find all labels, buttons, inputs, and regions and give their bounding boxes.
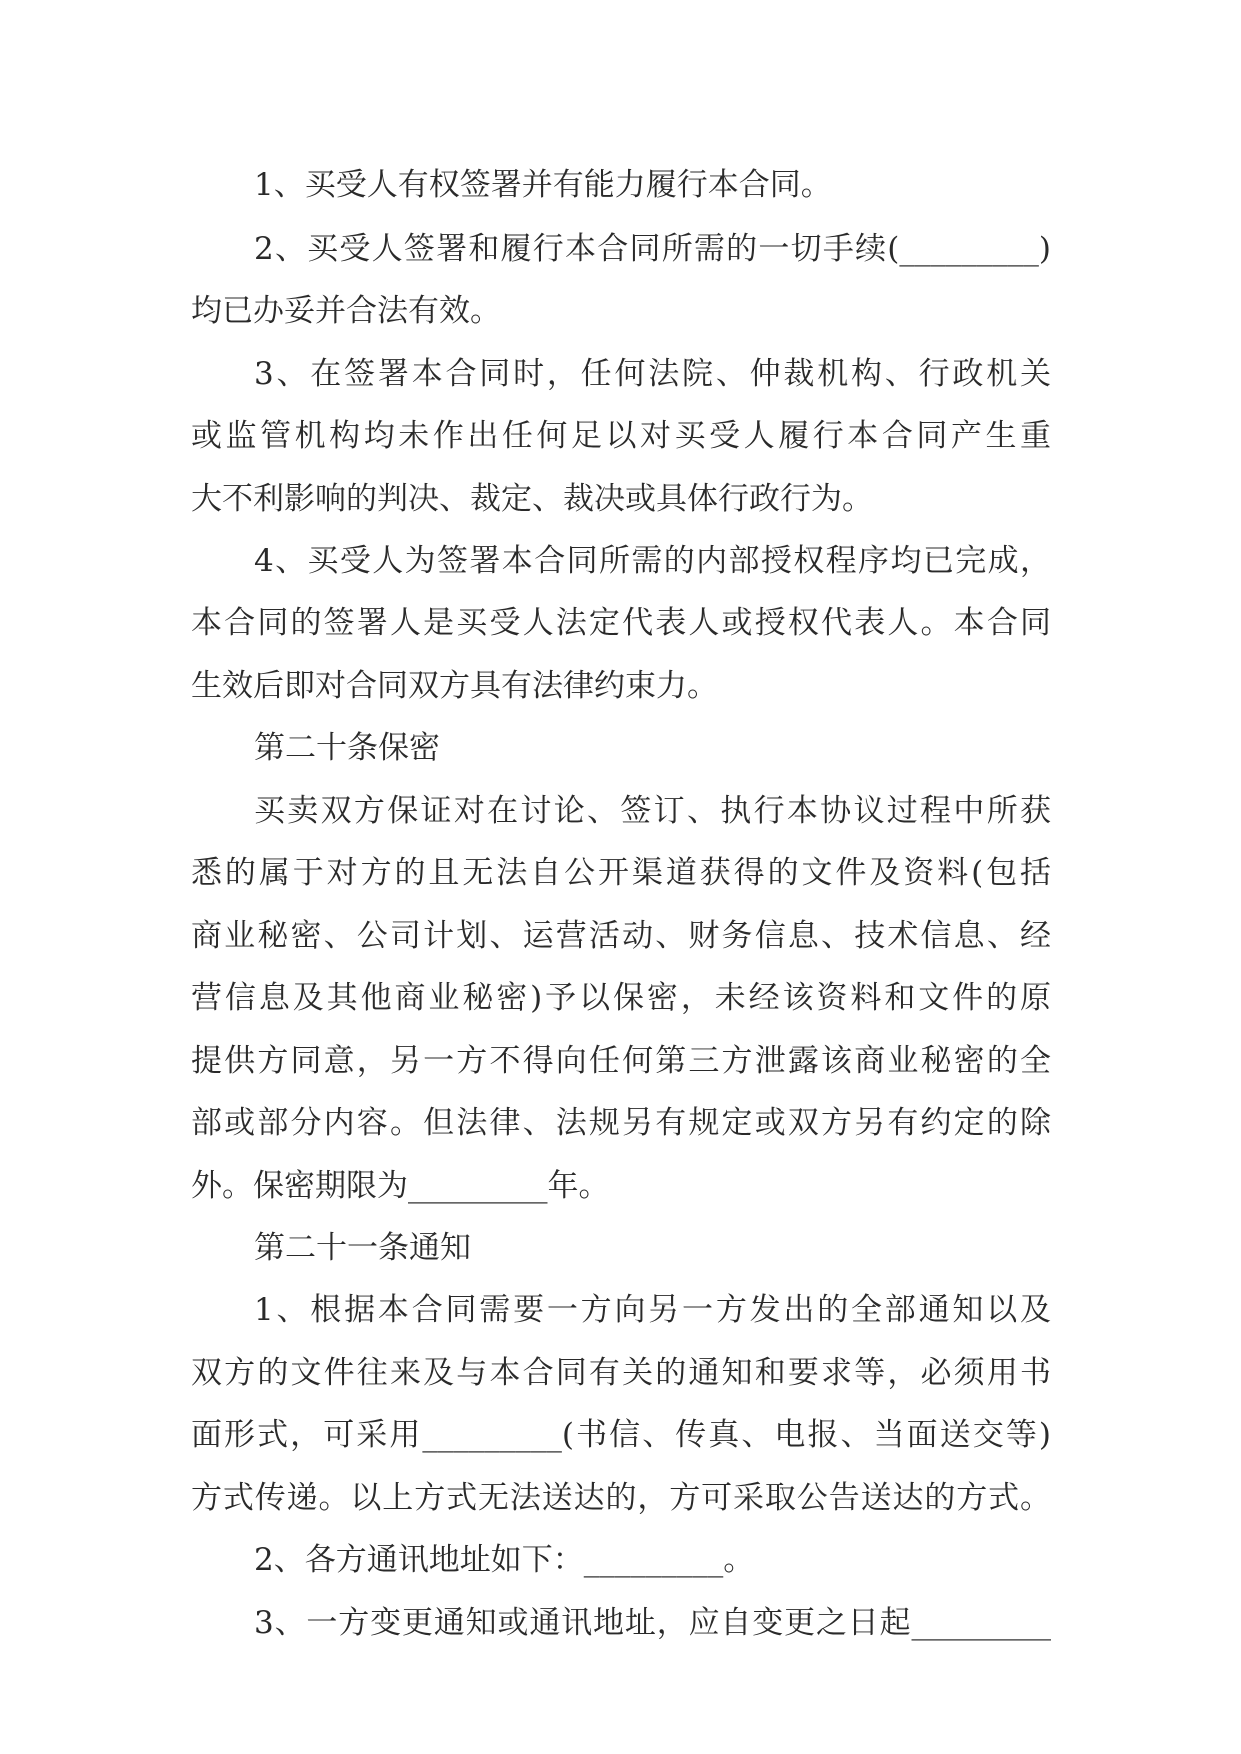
clause-20-para-line-4: 营信息及其他商业秘密)予以保密，未经该资料和文件的原 [191,980,1051,1016]
clause-21-item-2: 2、各方通讯地址如下：_________。 [254,1542,755,1578]
clause-20-para-line-1: 买卖双方保证对在讨论、签订、执行本协议过程中所获 [254,793,1051,829]
clause-21-item-1-line-1: 1、根据本合同需要一方向另一方发出的全部通知以及 [254,1292,1051,1328]
clause-20-heading: 第二十条保密 [254,730,440,766]
clause-19-item-3-line-2: 或监管机构均未作出任何足以对买受人履行本合同产生重 [191,418,1051,454]
clause-19-item-3-line-3: 大不利影响的判决、裁定、裁决或具体行政行为。 [191,481,873,517]
clause-19-item-4-line-2: 本合同的签署人是买受人法定代表人或授权代表人。本合同 [191,605,1051,641]
clause-21-item-1-line-2: 双方的文件往来及与本合同有关的通知和要求等，必须用书 [191,1355,1051,1391]
clause-21-heading: 第二十一条通知 [254,1230,471,1266]
clause-21-item-3-line-1: 3、一方变更通知或通讯地址，应自变更之日起_________ [254,1605,1051,1641]
clause-19-item-4-line-1: 4、买受人为签署本合同所需的内部授权程序均已完成， [254,543,1051,579]
clause-19-item-1: 1、买受人有权签署并有能力履行本合同。 [254,167,832,203]
clause-19-item-3-line-1: 3、在签署本合同时，任何法院、仲裁机构、行政机关 [254,356,1051,392]
clause-19-item-2-line-2: 均已办妥并合法有效。 [191,293,501,329]
clause-21-item-1-line-4: 方式传递。以上方式无法送达的，方可采取公告送达的方式。 [191,1480,1051,1516]
clause-21-item-1-line-3: 面形式，可采用_________(书信、传真、电报、当面送交等) [191,1417,1051,1453]
clause-20-para-line-2: 悉的属于对方的且无法自公开渠道获得的文件及资料(包括 [191,855,1051,891]
clause-19-item-4-line-3: 生效后即对合同双方具有法律约束力。 [191,668,718,704]
clause-20-para-line-7: 外。保密期限为_________年。 [191,1168,610,1204]
clause-20-para-line-6: 部或部分内容。但法律、法规另有规定或双方另有约定的除 [191,1105,1051,1141]
clause-20-para-line-5: 提供方同意，另一方不得向任何第三方泄露该商业秘密的全 [191,1043,1051,1079]
clause-19-item-2-line-1: 2、买受人签署和履行本合同所需的一切手续(_________) [254,231,1051,267]
clause-20-para-line-3: 商业秘密、公司计划、运营活动、财务信息、技术信息、经 [191,918,1051,954]
